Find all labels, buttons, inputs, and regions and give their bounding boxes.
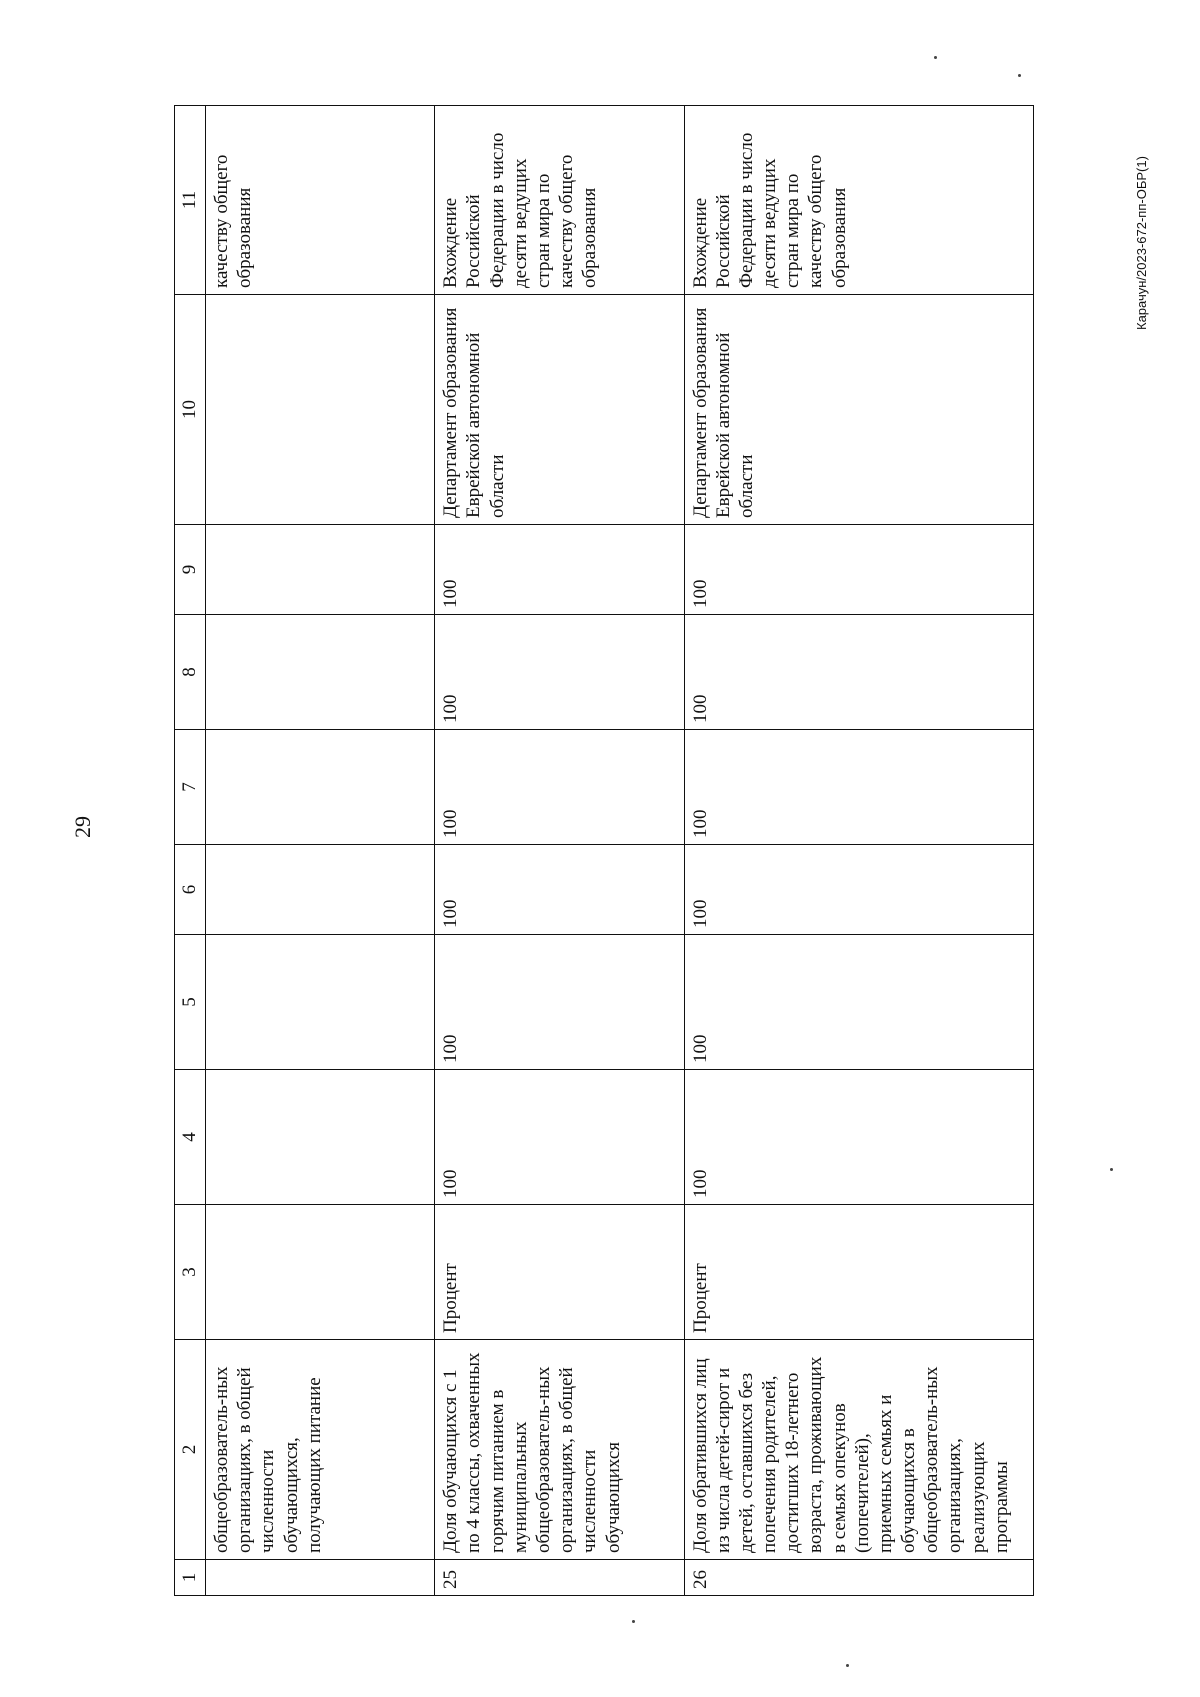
document-code: Карачун/2023-672-пп-ОБР(1) — [1134, 156, 1149, 330]
value-cell: 100 — [684, 1070, 1033, 1205]
unit-cell: Процент — [435, 1205, 684, 1340]
responsible-cell: Департамент образования Еврейской автономной области — [435, 295, 684, 525]
column-header: 9 — [175, 525, 206, 615]
value-cell — [206, 1070, 435, 1205]
indicator-name: Доля обучающихся с 1 по 4 классы, охваченных горячим питанием в муниципальных общеобразователь-ных организациях, в общей численности обучающихся — [435, 1340, 684, 1560]
responsible-cell — [206, 295, 435, 525]
value-cell: 100 — [684, 845, 1033, 935]
unit-cell: Процент — [684, 1205, 1033, 1340]
value-cell — [206, 845, 435, 935]
value-cell — [206, 525, 435, 615]
value-cell: 100 — [435, 1070, 684, 1205]
indicators-table — [174, 105, 1034, 1596]
value-cell: 100 — [684, 615, 1033, 730]
goal-cell: качеству общего образования — [206, 106, 435, 295]
scan-speck — [1110, 1168, 1113, 1171]
row-number — [206, 1560, 435, 1596]
column-header: 3 — [175, 1205, 206, 1340]
row-number: 25 — [435, 1560, 684, 1596]
column-header: 2 — [175, 1340, 206, 1560]
table-row — [435, 106, 684, 1596]
value-cell: 100 — [435, 935, 684, 1070]
indicator-name: общеобразователь-ных организациях, в общей численности обучающихся, получающих питание — [206, 1340, 435, 1560]
column-header: 6 — [175, 845, 206, 935]
rotated-table-container — [174, 106, 1034, 1596]
value-cell: 100 — [684, 730, 1033, 845]
table-row — [206, 106, 435, 1596]
page-number: 29 — [70, 816, 95, 838]
column-header: 5 — [175, 935, 206, 1070]
column-header: 4 — [175, 1070, 206, 1205]
value-cell: 100 — [435, 730, 684, 845]
goal-cell: Вхождение Российской Федерации в число десяти ведущих стран мира по качеству общего образования — [435, 106, 684, 295]
scan-speck — [934, 56, 937, 59]
responsible-cell: Департамент образования Еврейской автономной области — [684, 295, 1033, 525]
value-cell: 100 — [435, 615, 684, 730]
value-cell: 100 — [435, 525, 684, 615]
goal-cell: Вхождение Российской Федерации в число десяти ведущих стран мира по качеству общего образования — [684, 106, 1033, 295]
column-header: 10 — [175, 295, 206, 525]
scan-speck — [632, 1620, 635, 1623]
value-cell — [206, 730, 435, 845]
value-cell — [206, 935, 435, 1070]
scan-speck — [846, 1664, 849, 1667]
value-cell: 100 — [684, 935, 1033, 1070]
column-header: 8 — [175, 615, 206, 730]
unit-cell — [206, 1205, 435, 1340]
value-cell: 100 — [435, 845, 684, 935]
column-header: 11 — [175, 106, 206, 295]
scan-speck — [1018, 74, 1021, 77]
value-cell — [206, 615, 435, 730]
table-row — [684, 106, 1033, 1596]
column-header: 7 — [175, 730, 206, 845]
value-cell: 100 — [684, 525, 1033, 615]
column-header: 1 — [175, 1560, 206, 1596]
header-row — [175, 106, 206, 1596]
indicator-name: Доля обратившихся лиц из числа детей-сирот и детей, оставшихся без попечения родителей, достигших 18-летнего возраста, проживающих в семьях опекунов (попечителей), приемных семьях и обучающихся в общеобразователь-ных организациях, реализующих программы — [684, 1340, 1033, 1560]
row-number: 26 — [684, 1560, 1033, 1596]
